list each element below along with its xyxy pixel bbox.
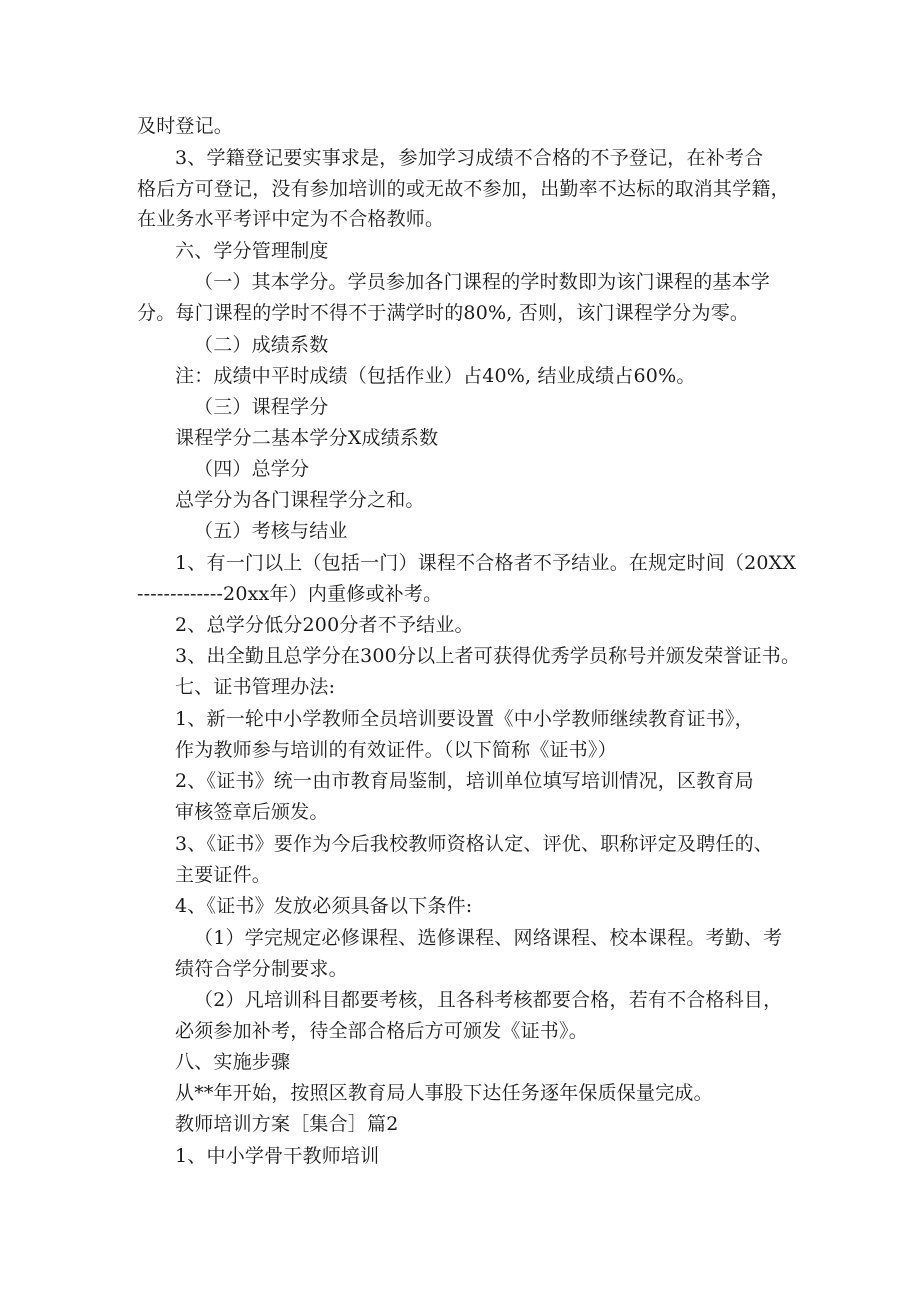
text-line: 3、出全勤且总学分在300分以上者可获得优秀学员称号并颁发荣誉证书。 — [175, 645, 801, 667]
text-line: 4、《证书》发放必须具备以下条件: — [175, 895, 473, 917]
text-line: 1、新一轮中小学教师全员培训要设置《中小学教师继续教育证书》， — [175, 708, 754, 730]
document-subtitle: 教师培训方案［集合］篇2 — [175, 1113, 399, 1135]
text-line: 审核签章后颁发。 — [175, 801, 329, 823]
text-line: 及时登记。 — [137, 115, 234, 137]
text-line: 绩符合学分制要求。 — [175, 958, 348, 980]
text-line: 分。每门课程的学时不得不于满学时的80%, 否则，该门课程学分为零。 — [137, 302, 750, 324]
subsection-heading: （三）课程学分 — [194, 396, 329, 418]
text-line: 从**年开始，按照区教育局人事股下达任务逐年保质保量完成。 — [175, 1082, 713, 1104]
text-line: 2、《证书》统一由市教育局鉴制，培训单位填写培训情况，区教育局 — [175, 770, 754, 792]
section-heading: 七、证书管理办法: — [175, 676, 336, 698]
subsection-heading: （四）总学分 — [194, 458, 310, 480]
section-heading: 八、实施步骤 — [175, 1051, 291, 1073]
subsection-heading: （五）考核与结业 — [194, 520, 348, 542]
text-line: 1、有一门以上（包括一门）课程不合格者不予结业。在规定时间（20XX — [175, 552, 797, 574]
text-line: 1、中小学骨干教师培训 — [175, 1145, 380, 1167]
text-line: 格后方可登记，没有参加培训的或无故不参加，出勤率不达标的取消其学籍， — [137, 178, 790, 200]
text-line: 3、学籍登记要实事求是，参加学习成绩不合格的不予登记，在补考合 — [175, 147, 764, 169]
text-line: 作为教师参与培训的有效证件。（以下简称《证书》） — [175, 739, 617, 761]
text-line: （一）其本学分。学员参加各门课程的学时数即为该门课程的基本学 — [194, 271, 771, 293]
text-line: 总学分为各门课程学分之和。 — [175, 489, 425, 511]
text-line: 课程学分二基本学分X成绩系数 — [175, 427, 439, 449]
text-line: -------------20xx年）内重修或补考。 — [137, 583, 443, 605]
text-line: 2、总学分低分200分者不予结业。 — [175, 614, 474, 636]
text-line: 3、《证书》要作为今后我校教师资格认定、评优、职称评定及聘任的、 — [175, 833, 773, 855]
text-line: （2）凡培训科目都要考核，且各科考核都要合格，若有不合格科目， — [194, 989, 783, 1011]
text-line: 主要证件。 — [175, 864, 272, 886]
text-line: （1）学完规定必修课程、选修课程、网络课程、校本课程。考勤、考 — [194, 927, 783, 949]
subsection-heading: （二）成绩系数 — [194, 334, 329, 356]
section-heading: 六、学分管理制度 — [175, 240, 329, 262]
text-line: 注：成绩中平时成绩（包括作业）占40%, 结业成绩占60%。 — [175, 365, 696, 387]
text-line: 必须参加补考，待全部合格后方可颁发《证书》。 — [175, 1020, 588, 1042]
text-line: 在业务水平考评中定为不合格教师。 — [137, 208, 445, 230]
